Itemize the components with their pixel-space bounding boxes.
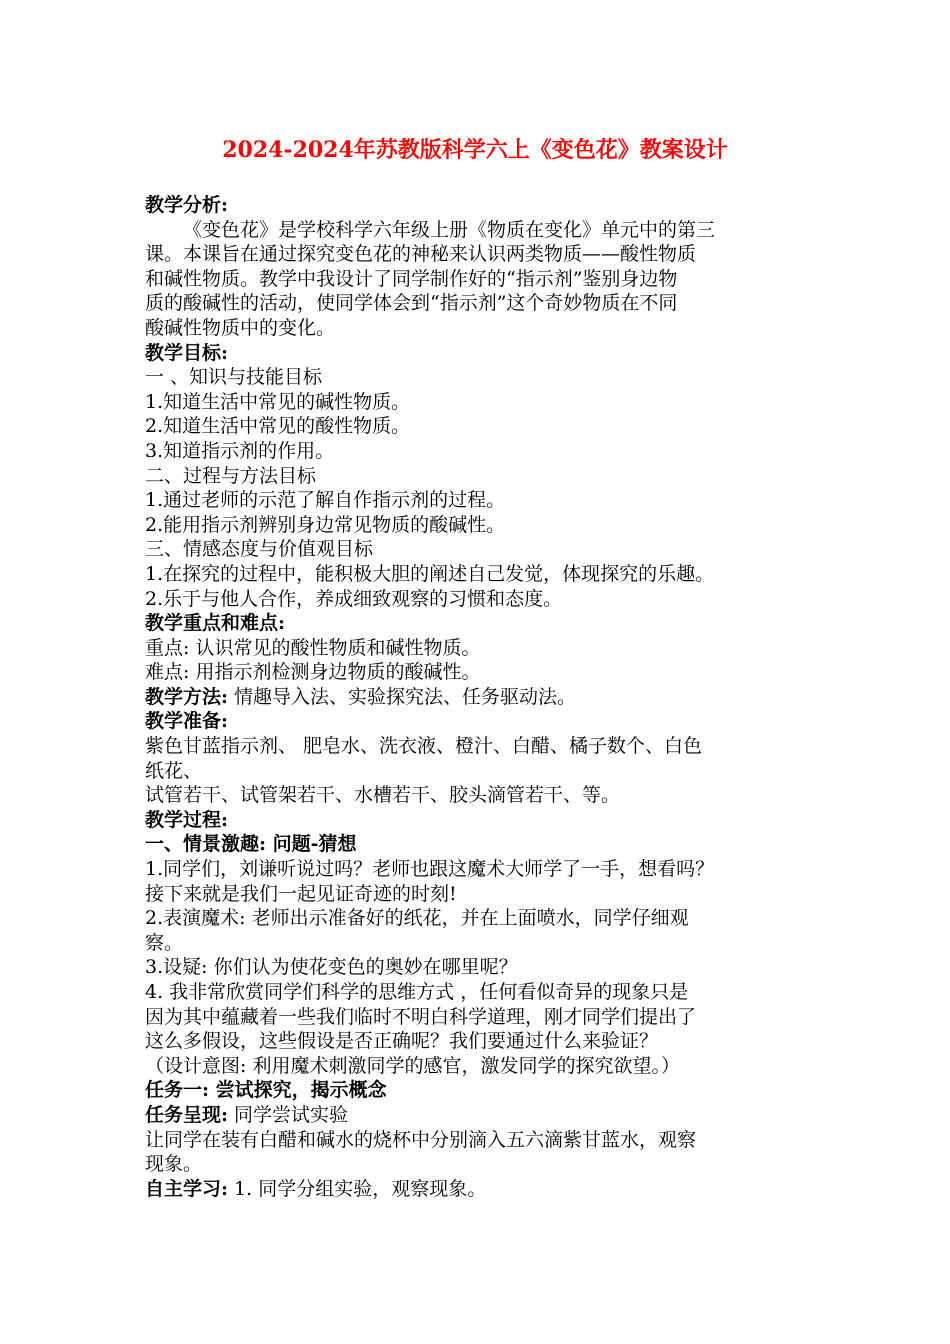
section-heading: 一、情景激趣: 问题-猜想: [145, 833, 357, 856]
line-label: 自主学习:: [145, 1177, 229, 1200]
body-line: 让同学在装有白醋和碱水的烧杯中分别滴入五六滴紫甘蓝水，观察: [145, 1128, 697, 1151]
body-line: 纸花、: [145, 759, 203, 782]
body-line: 1.知道生活中常见的碱性物质。: [145, 390, 411, 413]
body-line: 二、过程与方法目标: [145, 464, 317, 487]
body-line: 试管若干、试管架若干、水槽若干、胶头滴管若干、等。: [145, 784, 621, 807]
body-line: 三、情感态度与价值观目标: [145, 538, 374, 561]
section-heading: 教学分析:: [145, 194, 229, 216]
body-line: 一 、知识与技能目标: [145, 366, 323, 389]
line-text: 1. 同学分组实验，观察现象。: [228, 1177, 487, 1200]
body-line: 1.通过老师的示范了解自作指示剂的过程。: [145, 489, 506, 512]
body-line: 察。: [145, 931, 184, 954]
section-heading: 教学准备:: [145, 710, 229, 733]
body-line: 1.在探究的过程中，能积极大胆的阐述自己发觉，体现探究的乐趣。: [145, 562, 715, 585]
labeled-line: [145, 685, 815, 710]
body-line: 和碱性物质。教学中我设计了同学制作好的“指示剂”鉴别身边物: [145, 267, 678, 290]
section-heading: 教学目标:: [145, 341, 229, 364]
section-heading: 教学重点和难点:: [145, 612, 286, 635]
line-label: 教学方法:: [145, 685, 229, 708]
body-line: 3.设疑: 你们认为使花变色的奥妙在哪里呢？: [145, 956, 518, 979]
body-line: 4. 我非常欣赏同学们科学的思维方式 ，任何看似奇异的现象只是: [145, 981, 689, 1003]
document-body: [145, 193, 815, 1201]
body-line: 2.知道生活中常见的酸性物质。: [145, 415, 411, 438]
body-line: 难点: 用指示剂检测身边物质的酸碱性。: [145, 661, 481, 684]
line-text: 同学尝试实验: [228, 1103, 349, 1126]
body-line: 1.同学们，刘谦听说过吗？老师也跟这魔术大师学了一手，想看吗？: [145, 858, 715, 881]
body-line: 3.知道指示剂的作用。: [145, 439, 335, 462]
body-line: 紫色甘蓝指示剂、 肥皂水、洗衣液、橙汁、白醋、橘子数个、白色: [145, 735, 703, 758]
body-line: 2.表演魔术: 老师出示准备好的纸花，并在上面喷水，同学仔细观: [145, 907, 689, 930]
line-label: 任务呈现:: [145, 1103, 229, 1126]
body-line: 质的酸碱性的活动，使同学体会到“指示剂”这个奇妙物质在不同: [145, 292, 678, 315]
body-line: 现象。: [145, 1153, 203, 1176]
body-line: 重点: 认识常见的酸性物质和碱性物质。: [145, 636, 481, 659]
labeled-line: [145, 1103, 815, 1128]
line-text: 情趣导入法、实验探究法、任务驱动法。: [228, 685, 577, 708]
document-title: 2024-2024年苏教版科学六上《变色花》教案设计: [222, 137, 728, 163]
labeled-line: [145, 1177, 815, 1202]
section-heading: 任务一: 尝试探究，揭示概念: [145, 1079, 387, 1102]
section-heading: 教学过程:: [145, 808, 229, 831]
body-line: 课。本课旨在通过探究变色花的神秘来认识两类物质——酸性物质: [145, 243, 697, 266]
body-line: 接下来就是我们一起见证奇迹的时刻!: [145, 882, 457, 905]
body-line: （设计意图: 利用魔术刺激同学的感官，激发同学的探究欲望。）: [145, 1054, 680, 1077]
body-line: 酸碱性物质中的变化。: [145, 316, 336, 339]
body-line: 2.能用指示剂辨别身边常见物质的酸碱性。: [145, 513, 506, 536]
body-line: 2.乐于与他人合作，养成细致观察的习惯和态度。: [145, 587, 563, 610]
body-line: 《变色花》是学校科学六年级上册《物质在变化》单元中的第三: [183, 218, 716, 241]
body-line: 这么多假设，这些假设是否正确呢？我们要通过什么来验证？: [145, 1030, 659, 1053]
body-line: 因为其中蕴藏着一些我们临时不明白科学道理，刚才同学们提出了: [145, 1005, 697, 1028]
